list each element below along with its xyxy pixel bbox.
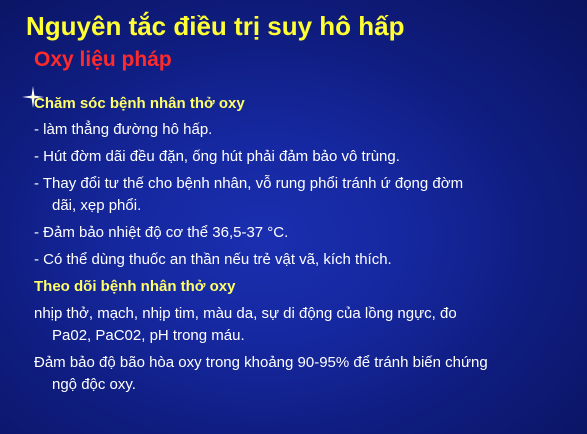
care-item-5 xyxy=(34,249,579,271)
slide-title: Nguyên tắc điều trị suy hô hấp xyxy=(26,11,405,41)
section-heading-monitor: Theo dõi bệnh nhân thở oxy xyxy=(34,278,236,295)
care-item-3-continuation: dãi, xẹp phổi. xyxy=(52,197,142,214)
slide-subtitle: Oxy liệu pháp xyxy=(34,48,172,71)
care-item-1 xyxy=(34,119,579,141)
care-item-3 xyxy=(34,173,579,217)
slide-body xyxy=(34,93,579,396)
care-item-2-text: - Hút đờm dãi đều đặn, ống hút phải đảm bảo vô trùng. xyxy=(34,148,400,165)
care-item-3-text: - Thay đổi tư thế cho bệnh nhân, vỗ rung phổi tránh ứ đọng đờm xyxy=(34,175,464,192)
care-item-4-text: - Đảm bảo nhiệt độ cơ thể 36,5-37 °C. xyxy=(34,224,289,241)
monitor-item-2-text: Đảm bảo độ bão hòa oxy trong khoảng 90-95% để tránh biến chứng xyxy=(34,354,488,371)
section-heading-care: Chăm sóc bệnh nhân thở oxy xyxy=(34,95,245,112)
monitor-item-1-continuation: Pa02, PaC02, pH trong máu. xyxy=(52,327,245,344)
care-item-2 xyxy=(34,146,579,168)
care-item-5-text: - Có thể dùng thuốc an thần nếu trẻ vật vã, kích thích. xyxy=(34,251,392,268)
care-item-4 xyxy=(34,222,579,244)
monitor-item-2-continuation: ngộ độc oxy. xyxy=(52,376,136,393)
monitor-item-2 xyxy=(34,352,579,396)
care-item-1-text: - làm thẳng đường hô hấp. xyxy=(34,121,213,138)
monitor-item-1-text: nhịp thở, mạch, nhịp tim, màu da, sự di động của lồng ngực, đo xyxy=(34,305,457,322)
monitor-item-1 xyxy=(34,303,579,347)
